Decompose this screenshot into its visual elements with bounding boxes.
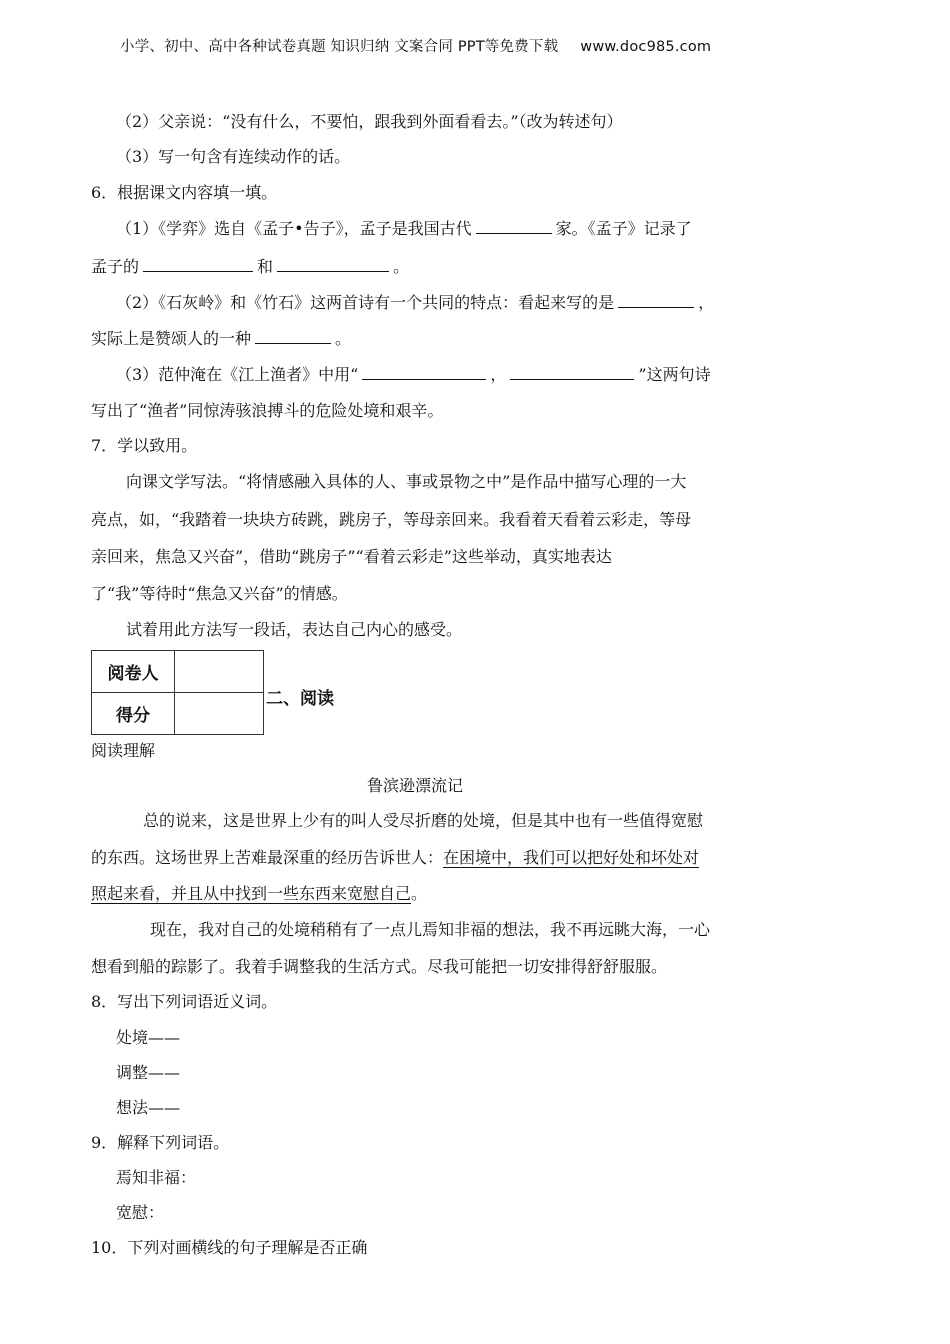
q6-part1-line1: [116, 218, 692, 240]
q6-p3a: （3）范仲淹在《江上渔者》中用“: [116, 365, 359, 384]
passage-line5: 想看到船的踪影了。我着手调整我的生活方式。尽我可能把一切安排得舒舒服服。: [91, 957, 668, 976]
q6-p1c: 孟子的: [91, 257, 140, 276]
q8-title: 8．写出下列词语近义词。: [91, 992, 278, 1011]
q9-word2: 宽慰：: [116, 1203, 165, 1222]
q7-line4: 了“我”等待时“焦急又兴奋”的情感。: [91, 584, 348, 603]
q7-line1: 向课文学写法。“将情感融入具体的人、事或景物之中”是作品中描写心理的一大: [126, 472, 687, 491]
q10-title: 10．下列对画横线的句子理解是否正确: [91, 1238, 368, 1257]
underlined-sentence-part1: 在困境中，我们可以把好处和坏处对: [443, 848, 700, 867]
q6-p2b: ，: [698, 293, 715, 312]
q6-part2-line2: [91, 328, 351, 350]
passage-l2a: 的东西。这场世界上苦难最深重的经历告诉世人：: [91, 848, 444, 867]
q8-word1: 处境——: [116, 1028, 181, 1047]
reviewer-cell[interactable]: [175, 651, 264, 693]
answer-blank[interactable]: [510, 365, 634, 380]
q6-p3b: ，: [490, 365, 507, 384]
q8-word3: 想法——: [116, 1098, 181, 1117]
passage-line4: 现在，我对自己的处境稍稍有了一点儿焉知非福的想法，我不再远眺大海，一心: [150, 920, 711, 939]
q6-p3c: ”这两句诗: [638, 365, 711, 384]
q6-part3-line2: 写出了“渔者”同惊涛骇浪搏斗的危险处境和艰辛。: [91, 401, 444, 420]
passage-l3-end: 。: [411, 884, 428, 903]
q8-word2: 调整——: [116, 1063, 181, 1082]
q9-word1: 焉知非福：: [116, 1168, 197, 1187]
q6-part2-line1: [116, 292, 714, 314]
answer-blank[interactable]: [362, 365, 486, 380]
answer-blank[interactable]: [143, 257, 253, 272]
q6-p1b: 家。《孟子》记录了: [555, 219, 692, 238]
q6-p2a: （2）《石灰岭》和《竹石》这两首诗有一个共同的特点：看起来写的是: [116, 293, 615, 312]
q6-part3-line1: [116, 364, 711, 386]
q6-p2d: 。: [335, 329, 352, 348]
q7-line5: 试着用此方法写一段话，表达自己内心的感受。: [126, 620, 463, 639]
q6-part1-line2: [91, 256, 409, 278]
passage-line3: [91, 883, 427, 905]
q7-line3: 亲回来，焦急又兴奋”，借助“跳房子”“看着云彩走”这些举动，真实地表达: [91, 547, 612, 566]
q7-title: 7．学以致用。: [91, 436, 198, 455]
page-header: [120, 35, 880, 56]
score-box: [91, 650, 264, 735]
header-site: www.doc985.com: [580, 39, 712, 55]
q5-item3: （3）写一句含有连续动作的话。: [116, 147, 351, 166]
q9-title: 9．解释下列词语。: [91, 1133, 230, 1152]
section-subtitle: 阅读理解: [91, 741, 156, 760]
score-cell[interactable]: [175, 693, 264, 735]
passage-line1: 总的说来，这是世界上少有的叫人受尽折磨的处境，但是其中也有一些值得宽慰: [143, 811, 704, 830]
answer-blank[interactable]: [255, 329, 331, 344]
q6-p1e: 。: [393, 257, 410, 276]
section-title: 二、阅读: [266, 689, 334, 709]
passage-line2: [91, 847, 699, 869]
q6-p1d: 和: [257, 257, 274, 276]
q7-line2: 亮点，如，“我踏着一块块方砖跳，跳房子，等母亲回来。我看着天看着云彩走，等母: [91, 510, 692, 529]
q6-p2c: 实际上是赞颂人的一种: [91, 329, 252, 348]
answer-blank[interactable]: [476, 219, 552, 234]
reviewer-label: 阅卷人: [92, 651, 175, 693]
header-text: 小学、初中、高中各种试卷真题 知识归纳 文案合同 PPT等免费下载: [120, 39, 559, 55]
q6-p1a: （1）《学弈》选自《孟子•告子》，孟子是我国古代: [116, 219, 472, 238]
underlined-sentence-part2: 照起来看，并且从中找到一些东西来宽慰自己: [91, 884, 412, 903]
passage-title: 鲁滨逊漂流记: [367, 776, 464, 795]
score-label: 得分: [92, 693, 175, 735]
answer-blank[interactable]: [618, 293, 694, 308]
q6-title: 6．根据课文内容填一填。: [91, 183, 278, 202]
answer-blank[interactable]: [277, 257, 389, 272]
q5-item2: （2）父亲说：“没有什么，不要怕，跟我到外面看看去。”（改为转述句）: [116, 112, 623, 131]
